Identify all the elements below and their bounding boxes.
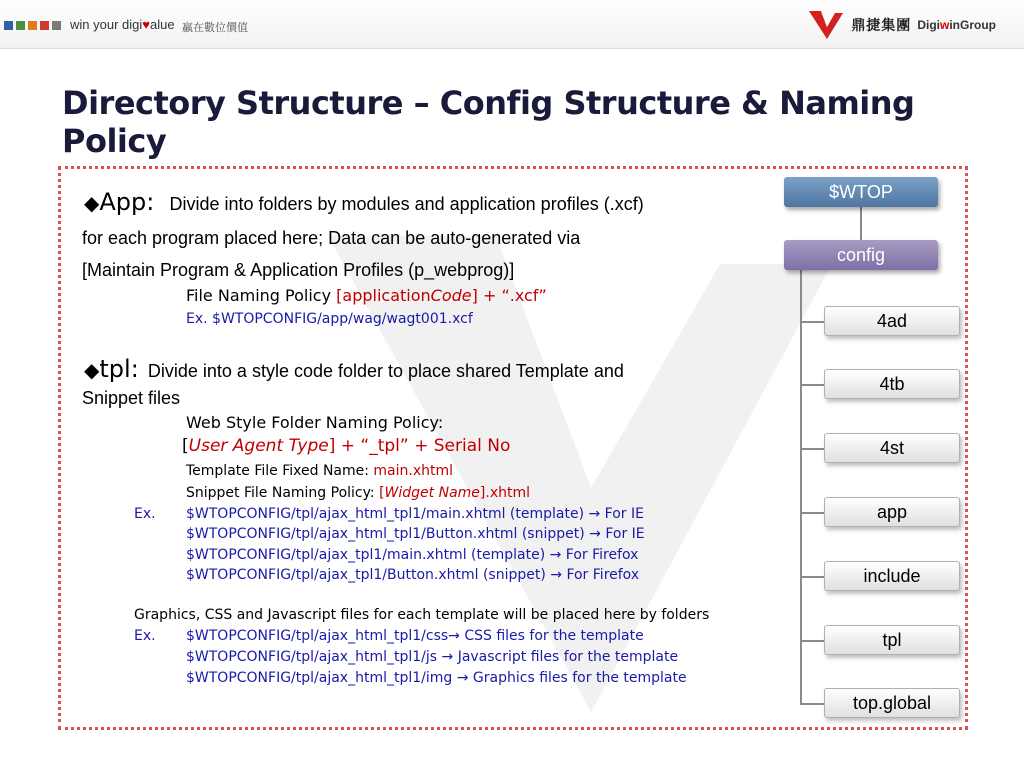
snippet-rest: ].xhtml <box>479 485 530 501</box>
diamond-bullet-icon: ◆ <box>84 191 100 215</box>
app-policy-value-italic: Code <box>430 286 472 305</box>
tagline <box>70 17 175 32</box>
app-policy-label: File Naming Policy <box>186 286 337 305</box>
logo-mark-icon <box>807 9 845 41</box>
tpl-example-4: $WTOPCONFIG/tpl/ajax_tpl1/Button.xhtml (snippet) → For Firefox <box>186 567 640 583</box>
web-policy-label: Web Style Folder Naming Policy: <box>186 413 444 432</box>
asset-example-2: $WTOPCONFIG/tpl/ajax_html_tpl1/js → Javascript files for the template <box>186 649 679 665</box>
app-policy-value-2: ] + “.xcf” <box>471 286 547 305</box>
tree-node-4st: 4st <box>824 433 960 463</box>
tree-connector-root <box>860 207 862 241</box>
snippet-bracket: [ <box>379 485 385 501</box>
tree-branch <box>800 576 824 578</box>
tpl-example-2: $WTOPCONFIG/tpl/ajax_html_tpl1/Button.xhtml (snippet) → For IE <box>186 526 645 542</box>
app-policy <box>186 286 547 305</box>
tree-node-include: include <box>824 561 960 591</box>
app-desc-1: Divide into folders by modules and application profiles (.xcf) <box>169 194 644 214</box>
snippet-name-line <box>186 485 530 501</box>
web-policy-rest: ] + “_tpl” + Serial No <box>328 436 511 456</box>
app-desc-2: for each program placed here; Data can be auto-generated via <box>82 228 581 248</box>
app-heading-line <box>84 188 644 216</box>
tree-branch <box>800 321 824 323</box>
tree-node-config: config <box>784 240 938 270</box>
tree-branch <box>800 703 824 705</box>
tree-branch <box>800 512 824 514</box>
brand-square-1 <box>4 21 13 30</box>
tree-branch <box>800 384 824 386</box>
tpl-desc-2: Snippet files <box>82 388 181 408</box>
tpl-heading-colon: : <box>130 355 139 383</box>
brand-square-5 <box>52 21 61 30</box>
tpl-ex-label-2: Ex. <box>134 628 156 644</box>
tree-node-4tb: 4tb <box>824 369 960 399</box>
logo-w-icon: w <box>939 18 950 32</box>
tpl-desc-1: Divide into a style code folder to place shared Template and <box>147 361 624 381</box>
snippet-label: Snippet File Naming Policy: <box>186 485 380 501</box>
tree-trunk <box>800 270 802 704</box>
brand-square-4 <box>40 21 49 30</box>
company-logo <box>807 8 996 42</box>
tagline-prefix: win your digi <box>70 17 143 32</box>
asset-example-3: $WTOPCONFIG/tpl/ajax_html_tpl1/img → Graphics files for the template <box>186 670 687 686</box>
brand-square-2 <box>16 21 25 30</box>
web-policy-value <box>182 436 510 456</box>
tree-node-4ad: 4ad <box>824 306 960 336</box>
heart-icon: ♥ <box>142 17 150 32</box>
template-value: main.xhtml <box>373 463 454 479</box>
web-policy-italic: User Agent Type <box>188 436 329 456</box>
brand-square-3 <box>28 21 37 30</box>
header-bar <box>0 0 1024 49</box>
tpl-heading-line <box>84 355 624 383</box>
asset-example-1: $WTOPCONFIG/tpl/ajax_html_tpl1/css→ CSS files for the template <box>186 628 644 644</box>
tree-node-app: app <box>824 497 960 527</box>
template-label: Template File Fixed Name: <box>186 463 374 479</box>
tree-node-wtop: $WTOP <box>784 177 938 207</box>
web-policy-bracket: [ <box>182 436 189 456</box>
tree-branch <box>800 640 824 642</box>
tagline-chinese: 贏在數位價值 <box>182 22 248 34</box>
tree-branch <box>800 448 824 450</box>
tagline-suffix: alue <box>149 17 175 32</box>
app-heading: App <box>99 188 147 216</box>
brand-squares <box>4 21 61 30</box>
template-name-line <box>186 463 453 479</box>
tree-node-tpl: tpl <box>824 625 960 655</box>
app-example: Ex. $WTOPCONFIG/app/wag/wagt001.xcf <box>186 311 473 327</box>
tpl-ex-label: Ex. <box>134 506 156 522</box>
app-policy-value-1: [application <box>336 286 431 305</box>
diamond-bullet-icon: ◆ <box>84 358 100 382</box>
snippet-italic: Widget Name <box>384 485 480 501</box>
tree-node-top-global: top.global <box>824 688 960 718</box>
app-desc-3: [Maintain Program & Application Profiles (p_webprog)] <box>82 260 515 280</box>
graphics-note: Graphics, CSS and Javascript files for each template will be placed here by folders <box>134 607 710 623</box>
tpl-example-1: $WTOPCONFIG/tpl/ajax_html_tpl1/main.xhtml (template) → For IE <box>186 506 644 522</box>
app-heading-colon: : <box>146 188 155 216</box>
tpl-example-3: $WTOPCONFIG/tpl/ajax_tpl1/main.xhtml (template) → For Firefox <box>186 547 639 563</box>
slide-title: Directory Structure – Config Structure & Naming Policy <box>62 84 915 160</box>
logo-chinese-name: 鼎捷集團 <box>851 17 912 33</box>
logo-english-name: DigiwinGroup <box>917 18 996 32</box>
tpl-heading: tpl <box>99 355 131 383</box>
